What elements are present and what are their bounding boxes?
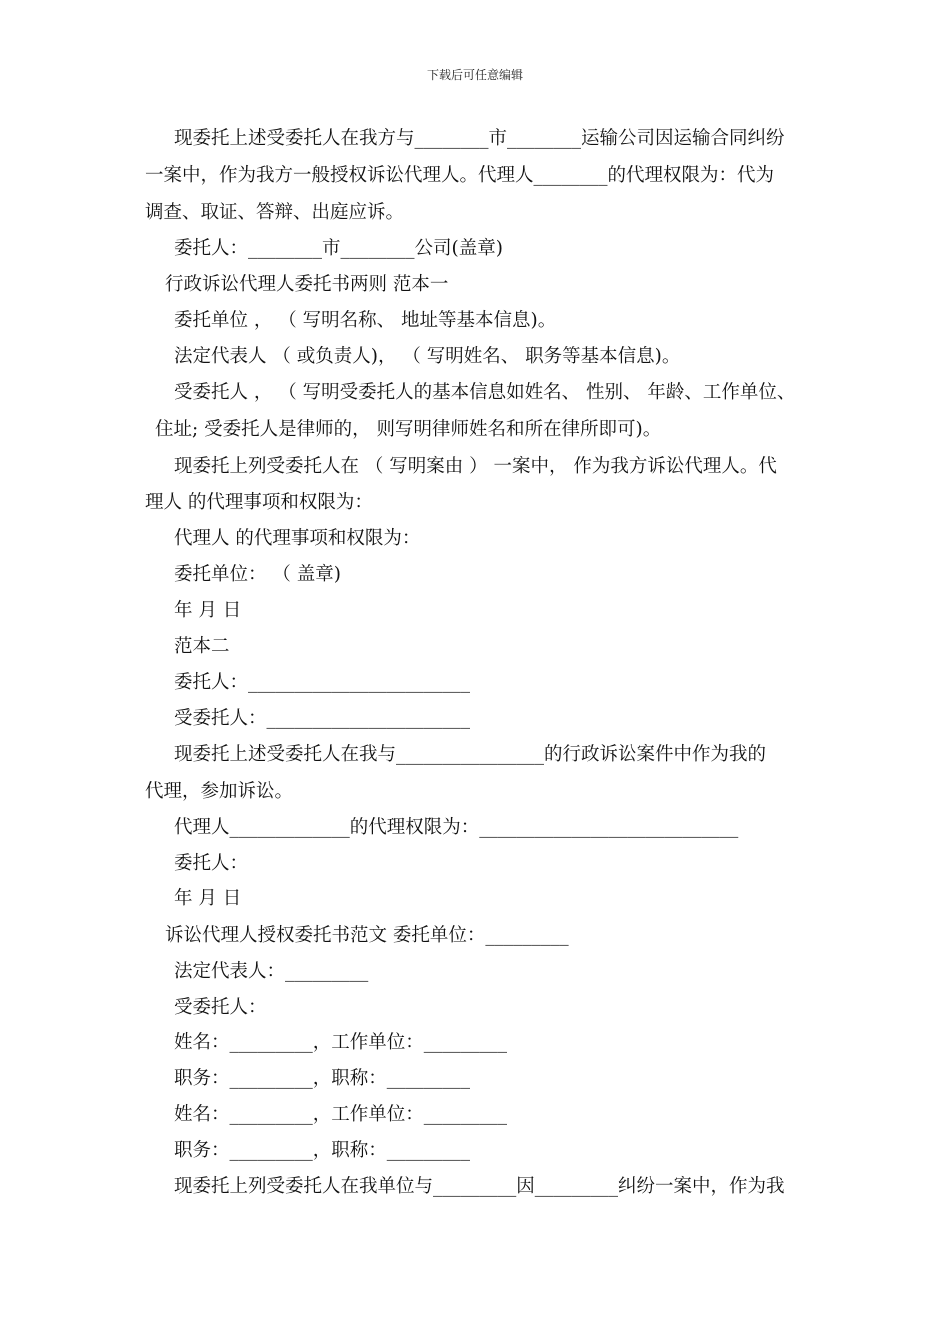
paragraph-line: 理人 的代理事项和权限为： [145, 492, 373, 513]
page-header: 下载后可任意编辑 [426, 68, 523, 82]
paragraph-line: 姓名：_________，工作单位：_________ [174, 1032, 508, 1053]
paragraph-line: 代理人_____________的代理权限为：____________________________ [174, 817, 739, 838]
paragraph-line: 职务：_________，职称：_________ [174, 1068, 471, 1089]
paragraph-line: 姓名：_________，工作单位：_________ [174, 1104, 508, 1125]
paragraph-line: 现委托上列受委托人在 （ 写明案由 ） 一案中， 作为我方诉讼代理人。代 [174, 456, 777, 477]
paragraph-line: 法定代表人：_________ [174, 961, 369, 982]
paragraph-line: 现委托上述受委托人在我与________________的行政诉讼案件中作为我的 [174, 744, 767, 765]
paragraph-line: 受委托人： [174, 997, 267, 1018]
paragraph-line: 代理人 的代理事项和权限为： [174, 528, 421, 549]
paragraph-line: 委托人：________市________公司(盖章) [174, 238, 503, 259]
paragraph-line: 委托人：________________________ [174, 672, 471, 693]
date-line: 年 月 日 [174, 600, 242, 621]
paragraph-line: 受委托人 ， （ 写明受委托人的基本信息如姓名、 性别、 年龄、工作单位、 [174, 382, 796, 403]
paragraph-line: 现委托上述受委托人在我方与________市________运输公司因运输合同纠纷 [174, 128, 785, 149]
paragraph-line: 委托人： [174, 853, 249, 874]
date-line: 年 月 日 [174, 888, 242, 909]
section-title: 行政诉讼代理人委托书两则 范本一 [165, 274, 449, 295]
section-title: 范本二 [174, 636, 230, 657]
paragraph-line: 调查、取证、答辩、出庭应诉。 [145, 202, 405, 223]
paragraph-line: 受委托人：______________________ [174, 708, 471, 729]
paragraph-line: 委托单位 ， （ 写明名称、 地址等基本信息)。 [174, 310, 557, 331]
paragraph-line: 委托单位： （ 盖章) [174, 564, 341, 585]
paragraph-line: 现委托上列受委托人在我单位与_________因_________纠纷一案中，作为我 [174, 1176, 785, 1197]
section-title: 诉讼代理人授权委托书范文 委托单位：_________ [165, 925, 569, 946]
paragraph-line: 代理，参加诉讼。 [145, 781, 294, 802]
paragraph-line: 一案中，作为我方一般授权诉讼代理人。代理人________的代理权限为：代为 [145, 165, 775, 186]
paragraph-line: 职务：_________，职称：_________ [174, 1140, 471, 1161]
paragraph-line: 住址; 受委托人是律师的， 则写明律师姓名和所在律所即可)。 [155, 419, 662, 440]
paragraph-line: 法定代表人 （ 或负责人)， （ 写明姓名、 职务等基本信息)。 [174, 346, 681, 367]
